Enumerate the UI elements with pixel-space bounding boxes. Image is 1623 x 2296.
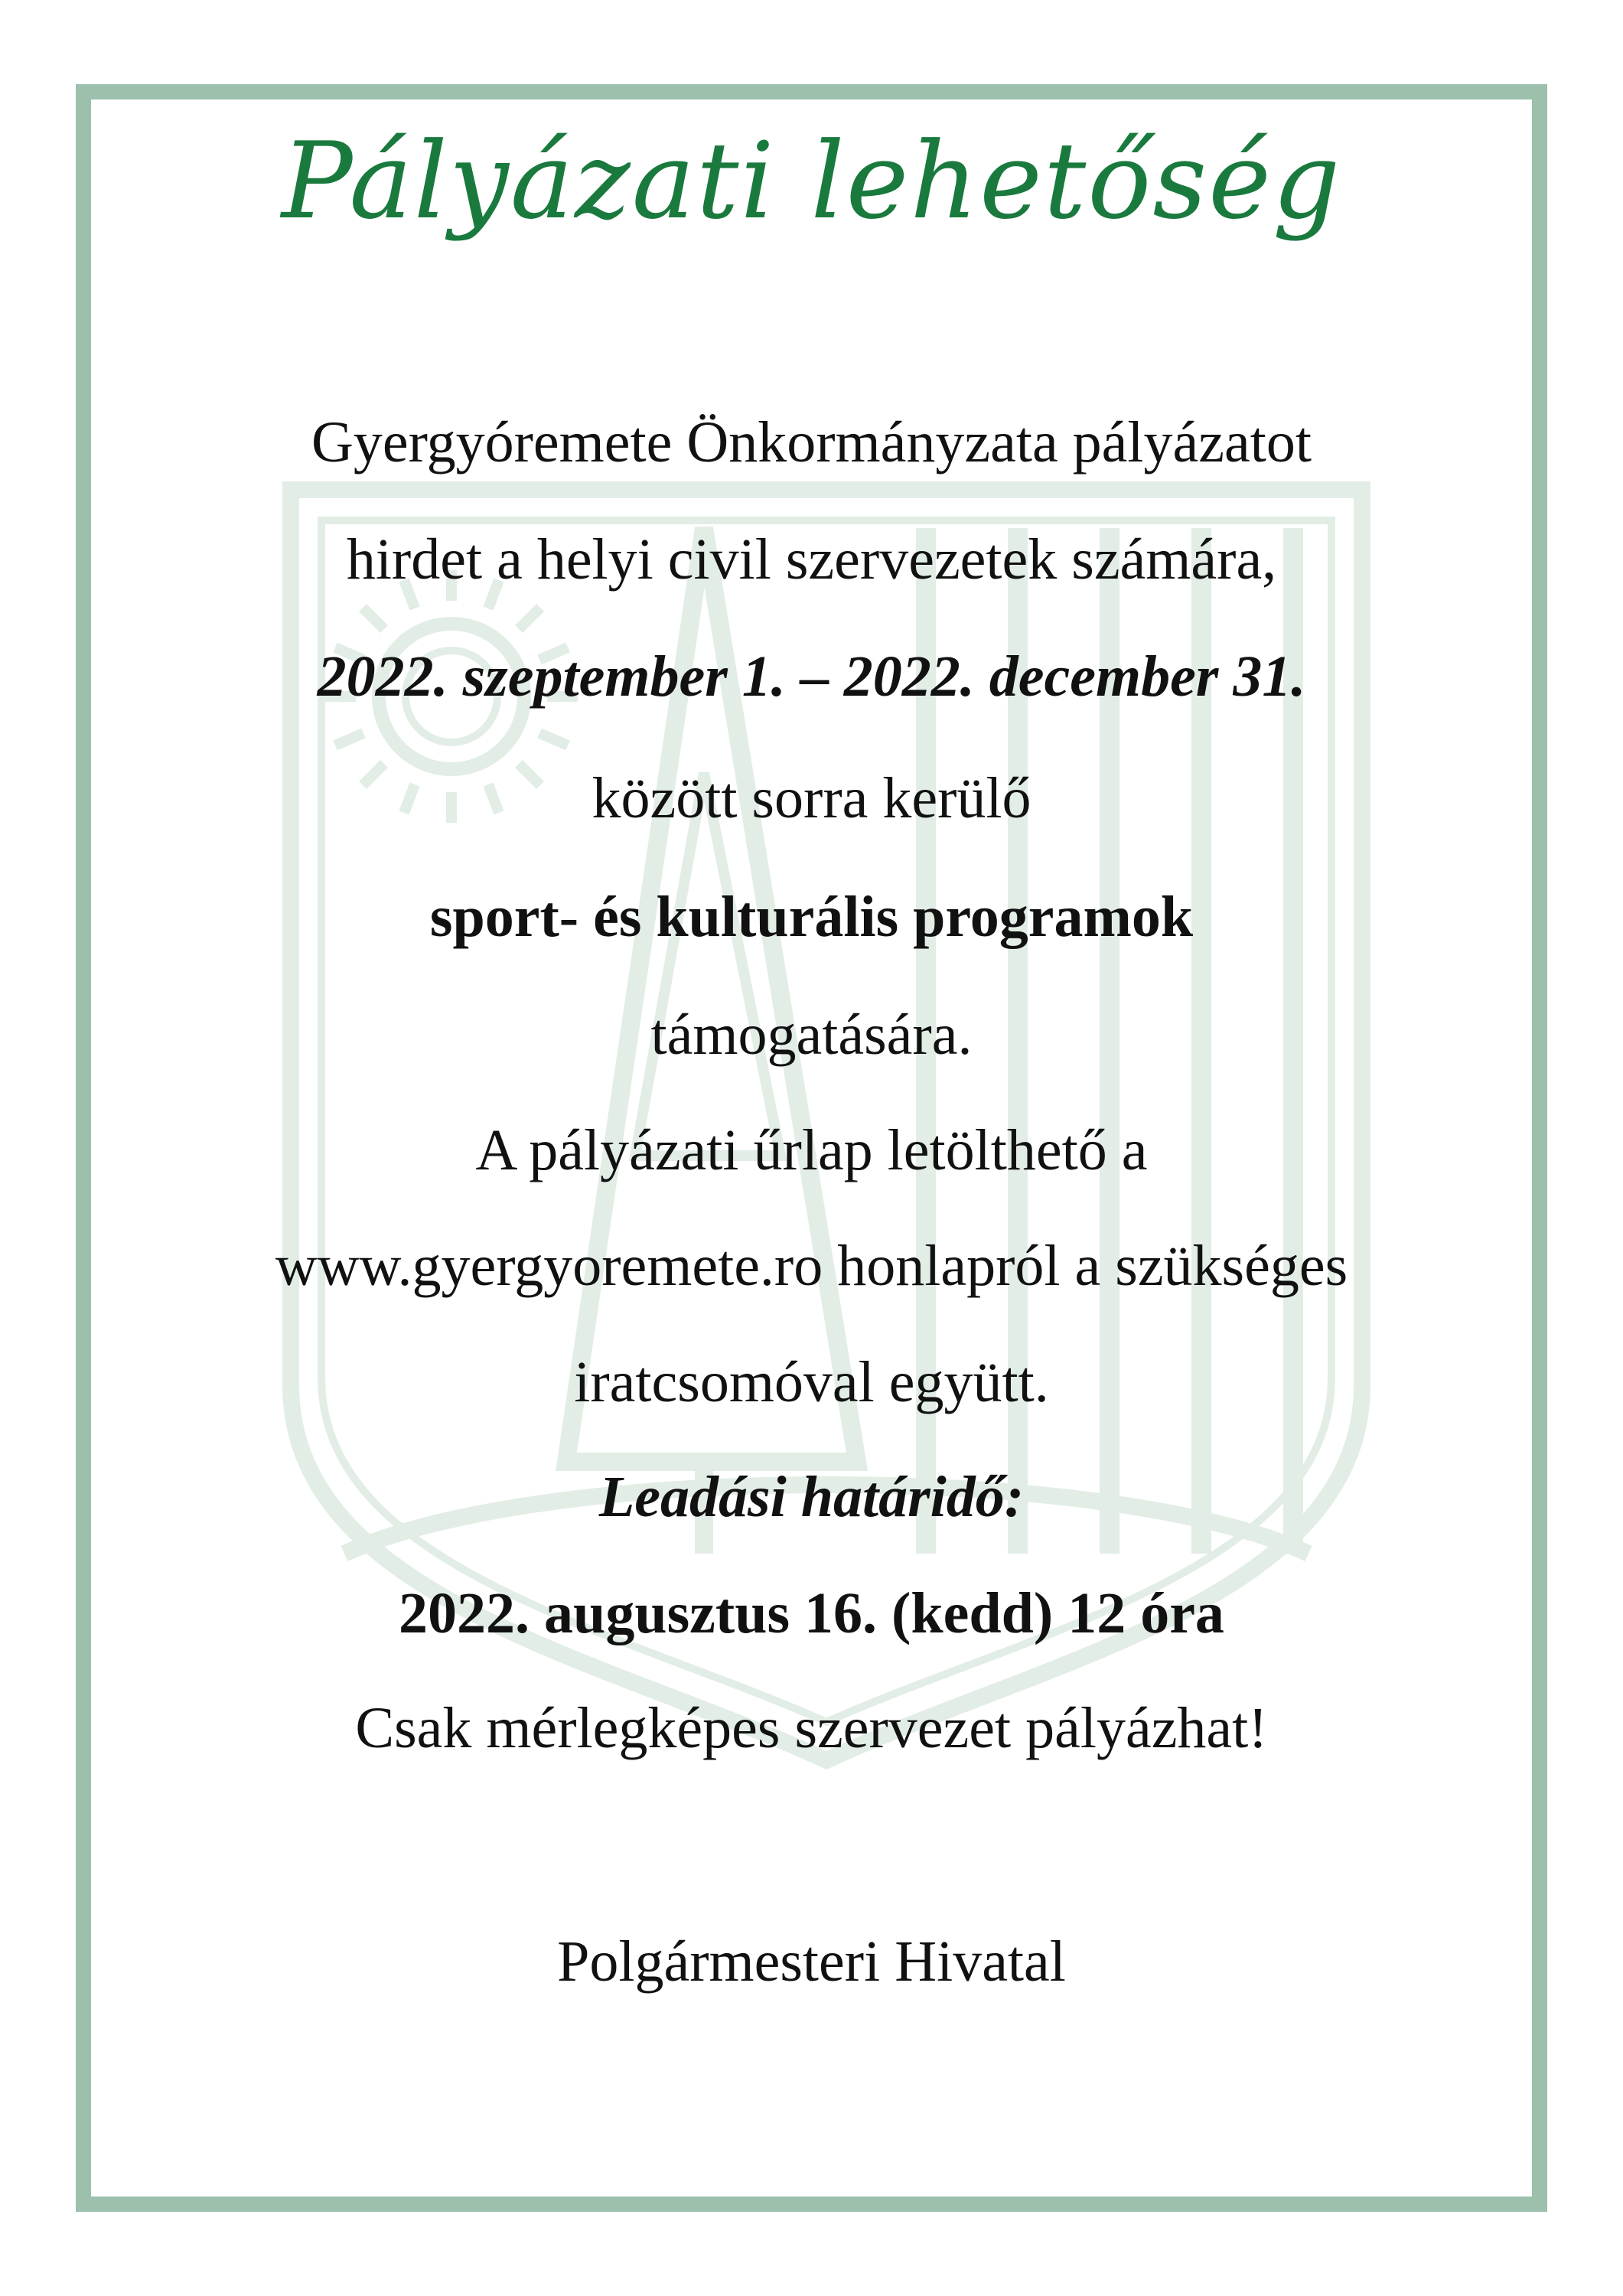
body-line-2: hirdet a helyi civil szervezetek számára, bbox=[346, 527, 1277, 592]
website-line: www.gyergyoremete.ro honlapról a szükséges bbox=[275, 1234, 1348, 1298]
body-line-6: támogatására. bbox=[650, 1003, 973, 1067]
deadline-date: 2022. augusztus 16. (kedd) 12 óra bbox=[399, 1581, 1224, 1645]
deadline-label: Leadási határidő: bbox=[598, 1465, 1025, 1529]
body-line-4: között sorra kerülő bbox=[592, 766, 1031, 830]
body-line-1: Gyergyóremete Önkormányzata pályázatot bbox=[311, 410, 1312, 475]
date-range: 2022. szeptember 1. – 2022. december 31. bbox=[317, 644, 1306, 709]
program-type: sport- és kulturális programok bbox=[429, 885, 1194, 949]
signature: Polgármesteri Hivatal bbox=[557, 1929, 1066, 1994]
body-line-7: A pályázati űrlap letölthető a bbox=[475, 1118, 1148, 1182]
page-title: Pályázati lehetőség bbox=[281, 119, 1342, 243]
eligibility-note: Csak mérlegképes szervezet pályázhat! bbox=[355, 1696, 1268, 1760]
body-line-9: iratcsomóval együtt. bbox=[574, 1350, 1049, 1414]
